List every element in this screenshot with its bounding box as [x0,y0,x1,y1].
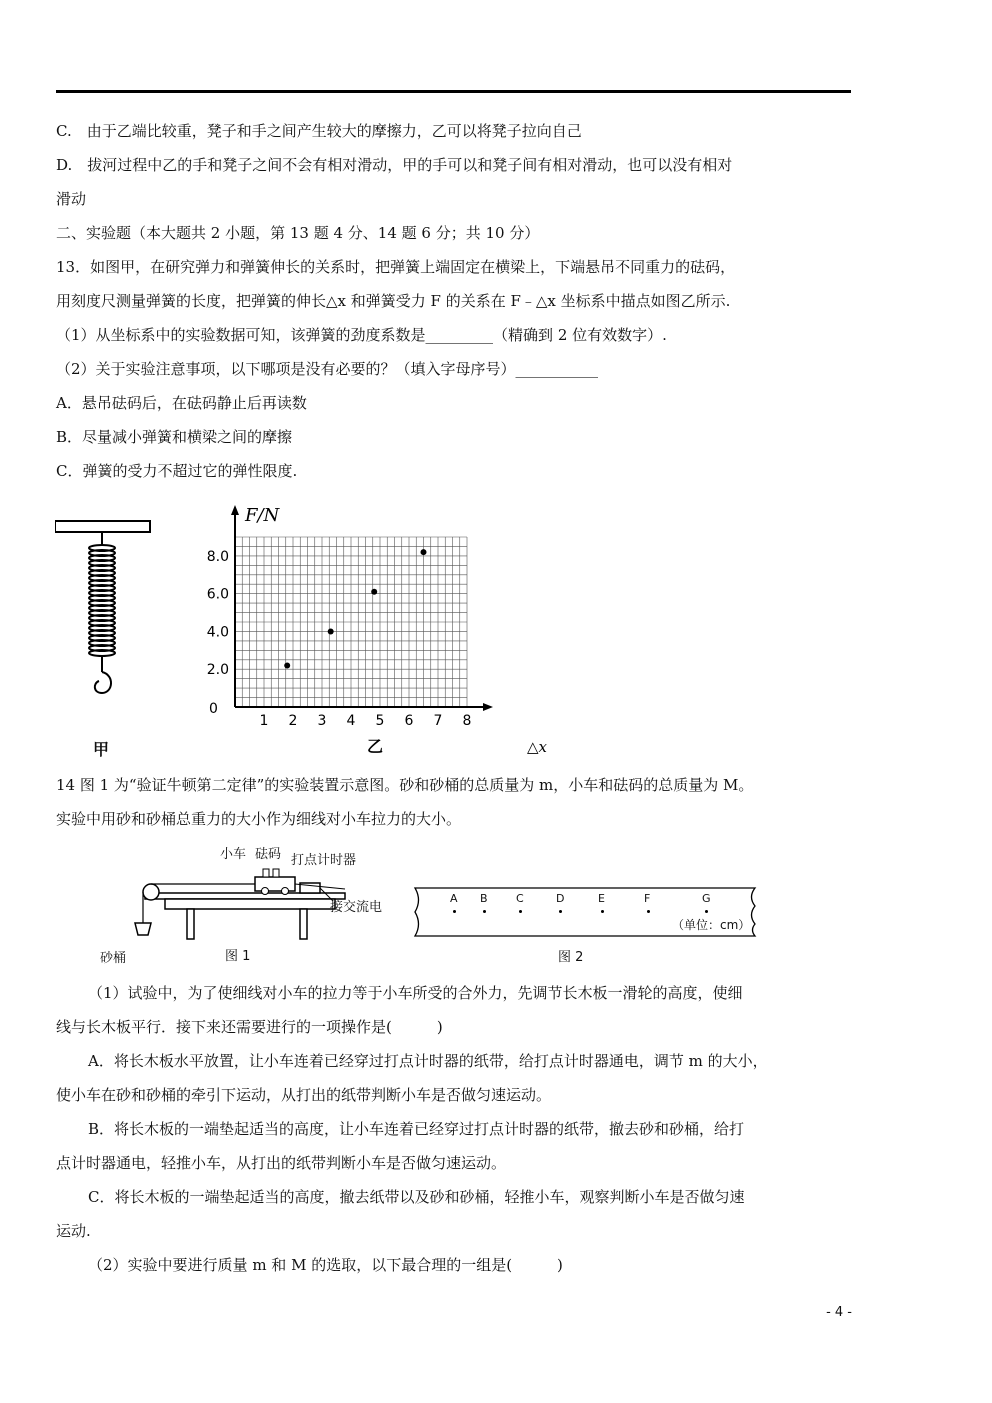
timer-label: 打点计时器 [291,853,357,868]
tape-point-label: A [450,892,458,905]
tape-figure [410,882,760,967]
tape-dot [647,910,650,913]
tape-point-label: D [556,892,565,905]
q14-part1-line-2: 线与长木板平行．接下来还需要进行的一项操作是( ) [56,1018,443,1036]
q13-option-a: A．悬吊砝码后，在砝码静止后再读数 [56,394,307,412]
q13-option-c: C．弹簧的受力不超过它的弹性限度. [56,462,298,480]
data-point [284,662,290,668]
q14-option-c-line-2: 运动. [56,1222,91,1240]
y-tick-label: 2.0 [206,662,229,679]
y-tick-label: 8.0 [206,548,229,565]
tape-dot [483,910,486,913]
y-tick-label: 6.0 [206,586,229,603]
data-point [421,549,427,555]
y-axis-arrow [231,505,239,515]
x-tick-label: 4 [346,713,356,729]
bucket-label: 砂桶 [100,951,127,966]
tape-unit-label: （单位：cm） [672,918,751,932]
option-c-line: C. 由于乙端比较重，凳子和手之间产生较大的摩擦力，乙可以将凳子拉向自己 [56,122,582,140]
ac-power-label: 接交流电 [330,900,383,915]
tape-dot [559,910,562,913]
tape-dot [453,910,456,913]
fig1-caption: 图 1 [225,949,251,964]
page-number: - 4 - [826,1305,852,1320]
chart-svg [190,495,570,760]
x-axis-label: △x [527,738,547,756]
data-point [328,628,334,634]
q14-option-b-line-2: 点计时器通电，轻推小车，从打出的纸带判断小车是否做匀速运动。 [56,1154,507,1172]
q13-option-b: B．尽量减小弹簧和横梁之间的摩擦 [56,428,293,446]
figure-jia-label: 甲 [93,740,110,759]
tape-point-label: E [598,892,605,905]
weight-label: 砝码 [255,847,282,862]
q14-option-c-line-1: C．将长木板的一端垫起适当的高度，撤去纸带以及砂和砂桶，轻推小车，观察判断小车是否做匀速 [88,1188,745,1206]
tape-dot [705,910,708,913]
x-tick-label: 2 [288,713,298,729]
section-heading: 二、实验题（本大题共 2 小题，第 13 题 4 分、14 题 6 分；共 10 分） [56,224,540,242]
force-extension-chart [190,495,570,760]
tape-dot [519,910,522,913]
q13-line-1: 13．如图甲，在研究弹力和弹簧伸长的关系时，把弹簧上端固定在横梁上，下端悬吊不同重力的砝码， [56,258,736,276]
origin-label: 0 [209,701,218,717]
x-tick-label: 6 [404,713,414,729]
y-axis-label: F/N [245,505,280,526]
tape-point-label: F [644,892,651,905]
x-axis-arrow [483,703,493,711]
tape-point-label: B [480,892,488,905]
y-tick-label: 4.0 [206,624,229,641]
q13-line-2: 用刻度尺测量弹簧的长度，把弹簧的伸长△x 和弹簧受力 F 的关系在 F﹣△x 坐标系中描点如图乙所示. [56,292,731,310]
q13-part2: （2）关于实验注意事项，以下哪项是没有必要的？（填入字母序号）___________ [56,360,599,378]
option-d-line: D. 拔河过程中乙的手和凳子之间不会有相对滑动，甲的手可以和凳子间有相对滑动，也可以没有相对 [56,156,733,174]
q14-part1-line-1: （1）试验中，为了使细线对小车的拉力等于小车所受的合外力，先调节长木板一滑轮的高度，使细 [88,984,743,1002]
cart-label: 小车 [220,847,247,862]
x-tick-label: 1 [259,713,269,729]
fig2-caption: 图 2 [558,950,584,965]
q14-option-a-line-1: A．将长木板水平放置，让小车连着已经穿过打点计时器的纸带，给打点计时器通电，调节 m 的大小， [88,1052,768,1070]
x-tick-label: 3 [317,713,327,729]
option-d-continuation: 滑动 [56,190,87,208]
data-point [371,589,377,595]
x-tick-label: 7 [433,713,443,729]
header-rule [56,90,851,93]
tape-point-label: G [702,892,711,905]
q14-line-2: 实验中用砂和砂桶总重力的大小作为细线对小车拉力的大小。 [56,810,462,828]
q14-option-a-line-2: 使小车在砂和砂桶的牵引下运动，从打出的纸带判断小车是否做匀速运动。 [56,1086,552,1104]
q14-line-1: 14 图 1 为“验证牛顿第二定律”的实验装置示意图。砂和砂桶的总质量为 m，小车和砝码的总质量为 M。 [56,776,754,794]
spring-figure [55,515,155,760]
tape-point-label: C [516,892,524,905]
spring-drawing [55,515,155,760]
x-tick-label: 8 [462,713,472,729]
q13-part1: （1）从坐标系中的实验数据可知，该弹簧的劲度系数是_________（精确到 2 位有效数字）. [56,326,667,344]
tape-dot [601,910,604,913]
x-tick-label: 5 [375,713,385,729]
q14-part2: （2）实验中要进行质量 m 和 M 的选取，以下最合理的一组是( ) [88,1256,563,1274]
apparatus-figure [95,843,395,968]
chart-caption: 乙 [366,737,384,756]
q14-option-b-line-1: B．将长木板的一端垫起适当的高度，让小车连着已经穿过打点计时器的纸带，撤去砂和砂桶，给打 [88,1120,745,1138]
